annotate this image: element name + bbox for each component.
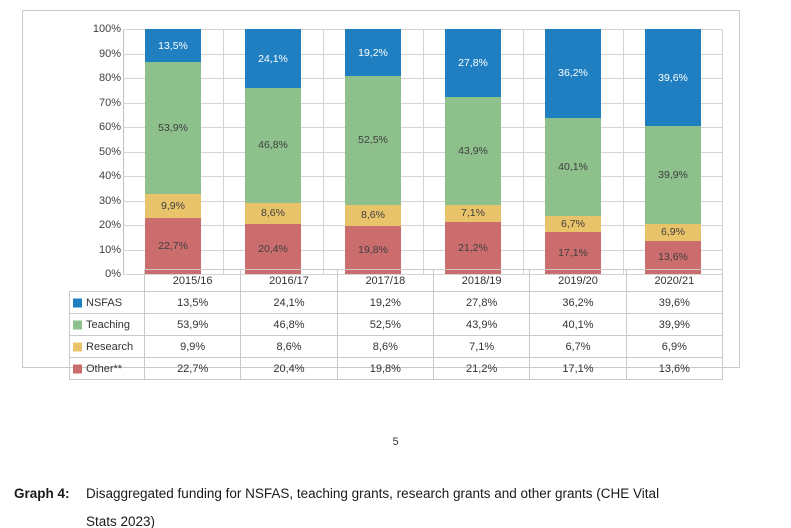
- stacked-bar[interactable]: [645, 29, 701, 274]
- legend-swatch-icon: [73, 320, 82, 329]
- table-cell: 36,2%: [530, 292, 626, 314]
- bar-segment[interactable]: [245, 29, 301, 88]
- stacked-bar[interactable]: [545, 29, 601, 274]
- bar-column: [223, 29, 323, 274]
- y-axis-tick-label: 60%: [98, 121, 121, 133]
- bar-segment[interactable]: [345, 29, 401, 76]
- legend-item-nsfas: [70, 292, 145, 314]
- y-axis-tick-label: 10%: [98, 243, 121, 256]
- y-axis: [69, 23, 121, 280]
- table-cell: 6,9%: [626, 336, 722, 358]
- bar-segment-label: 21,2%: [458, 242, 488, 255]
- bar-segment[interactable]: [645, 126, 701, 224]
- bar-segment[interactable]: [245, 203, 301, 224]
- table-cell: 21,2%: [433, 358, 529, 380]
- bar-segment[interactable]: [545, 29, 601, 118]
- table-row: [70, 314, 723, 336]
- stacked-bar[interactable]: [445, 29, 501, 274]
- bar-segment-label: 36,2%: [558, 67, 588, 80]
- caption-text: Disaggregated funding for NSFAS, teaching grants, research grants and other grants (CHE Vital Stats 2023): [86, 486, 660, 528]
- bar-segment[interactable]: [245, 224, 301, 274]
- table-cell: 8,6%: [337, 336, 433, 358]
- table-cell: 40,1%: [530, 314, 626, 336]
- y-axis-tick-label: 100%: [92, 23, 121, 35]
- bar-segment[interactable]: [445, 205, 501, 222]
- bar-segment-label: 7,1%: [461, 207, 485, 220]
- table-cell: 19,8%: [337, 358, 433, 380]
- bar-segment-label: 19,8%: [358, 243, 388, 256]
- table-row: [70, 358, 723, 380]
- legend-item-teaching: [70, 314, 145, 336]
- bar-segment[interactable]: [445, 97, 501, 205]
- table-cell: 6,7%: [530, 336, 626, 358]
- page-number: 5: [392, 436, 399, 448]
- table-cell: 53,9%: [145, 314, 241, 336]
- table-corner-cell: [70, 270, 145, 292]
- bar-segment[interactable]: [445, 29, 501, 97]
- table-cell: 27,8%: [433, 292, 529, 314]
- bar-segment[interactable]: [345, 205, 401, 226]
- y-axis-tick-label: 50%: [98, 145, 121, 158]
- bar-segment-label: 13,6%: [658, 251, 688, 264]
- bar-segment-label: 19,2%: [358, 46, 388, 59]
- bar-segment[interactable]: [145, 194, 201, 218]
- table-cell: 24,1%: [241, 292, 337, 314]
- bar-segment-label: 8,6%: [361, 209, 385, 222]
- stacked-bar[interactable]: [245, 29, 301, 274]
- table-row: [70, 336, 723, 358]
- bar-segment[interactable]: [245, 88, 301, 203]
- table-header-row: [70, 270, 723, 292]
- table-cell: 39,9%: [626, 314, 722, 336]
- bar-segment[interactable]: [345, 76, 401, 205]
- table-cell: 19,2%: [337, 292, 433, 314]
- bar-segment-label: 39,6%: [658, 71, 688, 84]
- figure-caption: [14, 480, 774, 528]
- table-cell: 43,9%: [433, 314, 529, 336]
- caption-label: Graph 4:: [14, 486, 70, 501]
- legend-item-label: NSFAS: [86, 296, 123, 309]
- table-column-header: 2018/19: [433, 270, 529, 292]
- bar-segment-label: 52,5%: [358, 134, 388, 147]
- y-axis-tick-label: 0%: [105, 268, 121, 280]
- y-axis-tick-label: 80%: [98, 72, 121, 84]
- table-column-header: 2020/21: [626, 270, 722, 292]
- bar-column: [523, 29, 623, 274]
- legend-item-label: Other**: [86, 362, 123, 375]
- chart-data-table-body: [70, 270, 723, 380]
- table-cell: 17,1%: [530, 358, 626, 380]
- legend-swatch-icon: [73, 298, 82, 307]
- plot-area: [123, 29, 723, 274]
- table-cell: 13,6%: [626, 358, 722, 380]
- table-cell: 39,6%: [626, 292, 722, 314]
- stacked-bar[interactable]: [145, 29, 201, 274]
- bar-segment-label: 13,5%: [158, 39, 188, 52]
- bar-column: [323, 29, 423, 274]
- table-column-header: 2019/20: [530, 270, 626, 292]
- bar-segment-label: 8,6%: [261, 207, 285, 220]
- table-cell: 22,7%: [145, 358, 241, 380]
- bar-segment-label: 53,9%: [158, 122, 188, 135]
- table-cell: 9,9%: [145, 336, 241, 358]
- table-cell: 8,6%: [241, 336, 337, 358]
- y-axis-tick-label: 40%: [98, 170, 121, 182]
- chart-data-table: [69, 269, 723, 380]
- table-cell: 46,8%: [241, 314, 337, 336]
- table-cell: 13,5%: [145, 292, 241, 314]
- bar-segment-label: 40,1%: [558, 160, 588, 173]
- bar-segment-label: 24,1%: [258, 52, 288, 65]
- bar-segment[interactable]: [545, 118, 601, 216]
- bar-segment[interactable]: [345, 226, 401, 274]
- bar-column: [423, 29, 523, 274]
- bar-segment-label: 6,9%: [661, 226, 685, 239]
- table-cell: 52,5%: [337, 314, 433, 336]
- bar-segment[interactable]: [645, 224, 701, 241]
- bar-segment-label: 22,7%: [158, 240, 188, 253]
- legend-item-other: [70, 358, 145, 380]
- legend-swatch-icon: [73, 364, 82, 373]
- bar-segment-label: 43,9%: [458, 144, 488, 157]
- legend-item-label: Teaching: [86, 318, 131, 331]
- legend-swatch-icon: [73, 342, 82, 351]
- bar-segment[interactable]: [545, 232, 601, 274]
- y-axis-tick-label: 20%: [98, 219, 121, 231]
- bar-segment-label: 17,1%: [558, 247, 588, 260]
- bar-segment[interactable]: [545, 216, 601, 232]
- table-cell: 20,4%: [241, 358, 337, 380]
- bar-column: [623, 29, 723, 274]
- table-column-header: 2016/17: [241, 270, 337, 292]
- bar-segment-label: 9,9%: [161, 200, 185, 213]
- bar-segment[interactable]: [145, 29, 201, 62]
- y-axis-tick-label: 30%: [98, 194, 121, 207]
- bar-segment-label: 39,9%: [658, 168, 688, 181]
- bar-segment-label: 6,7%: [561, 218, 585, 231]
- bar-column: [123, 29, 223, 274]
- stacked-bar[interactable]: [345, 29, 401, 274]
- bar-segment-label: 27,8%: [458, 57, 488, 70]
- table-row: [70, 292, 723, 314]
- table-column-header: 2017/18: [337, 270, 433, 292]
- table-column-header: 2015/16: [145, 270, 241, 292]
- bar-segment-label: 20,4%: [258, 242, 288, 255]
- bar-segment[interactable]: [145, 62, 201, 194]
- legend-item-label: Research: [86, 340, 134, 353]
- bar-segment[interactable]: [645, 29, 701, 126]
- bar-segment[interactable]: [445, 222, 501, 274]
- bar-segment[interactable]: [145, 218, 201, 274]
- table-cell: 7,1%: [433, 336, 529, 358]
- bar-segment-label: 46,8%: [258, 139, 288, 152]
- legend-item-research: [70, 336, 145, 358]
- y-axis-tick-label: 70%: [98, 96, 121, 109]
- chart-container: [22, 10, 740, 375]
- y-axis-tick-label: 90%: [98, 47, 121, 60]
